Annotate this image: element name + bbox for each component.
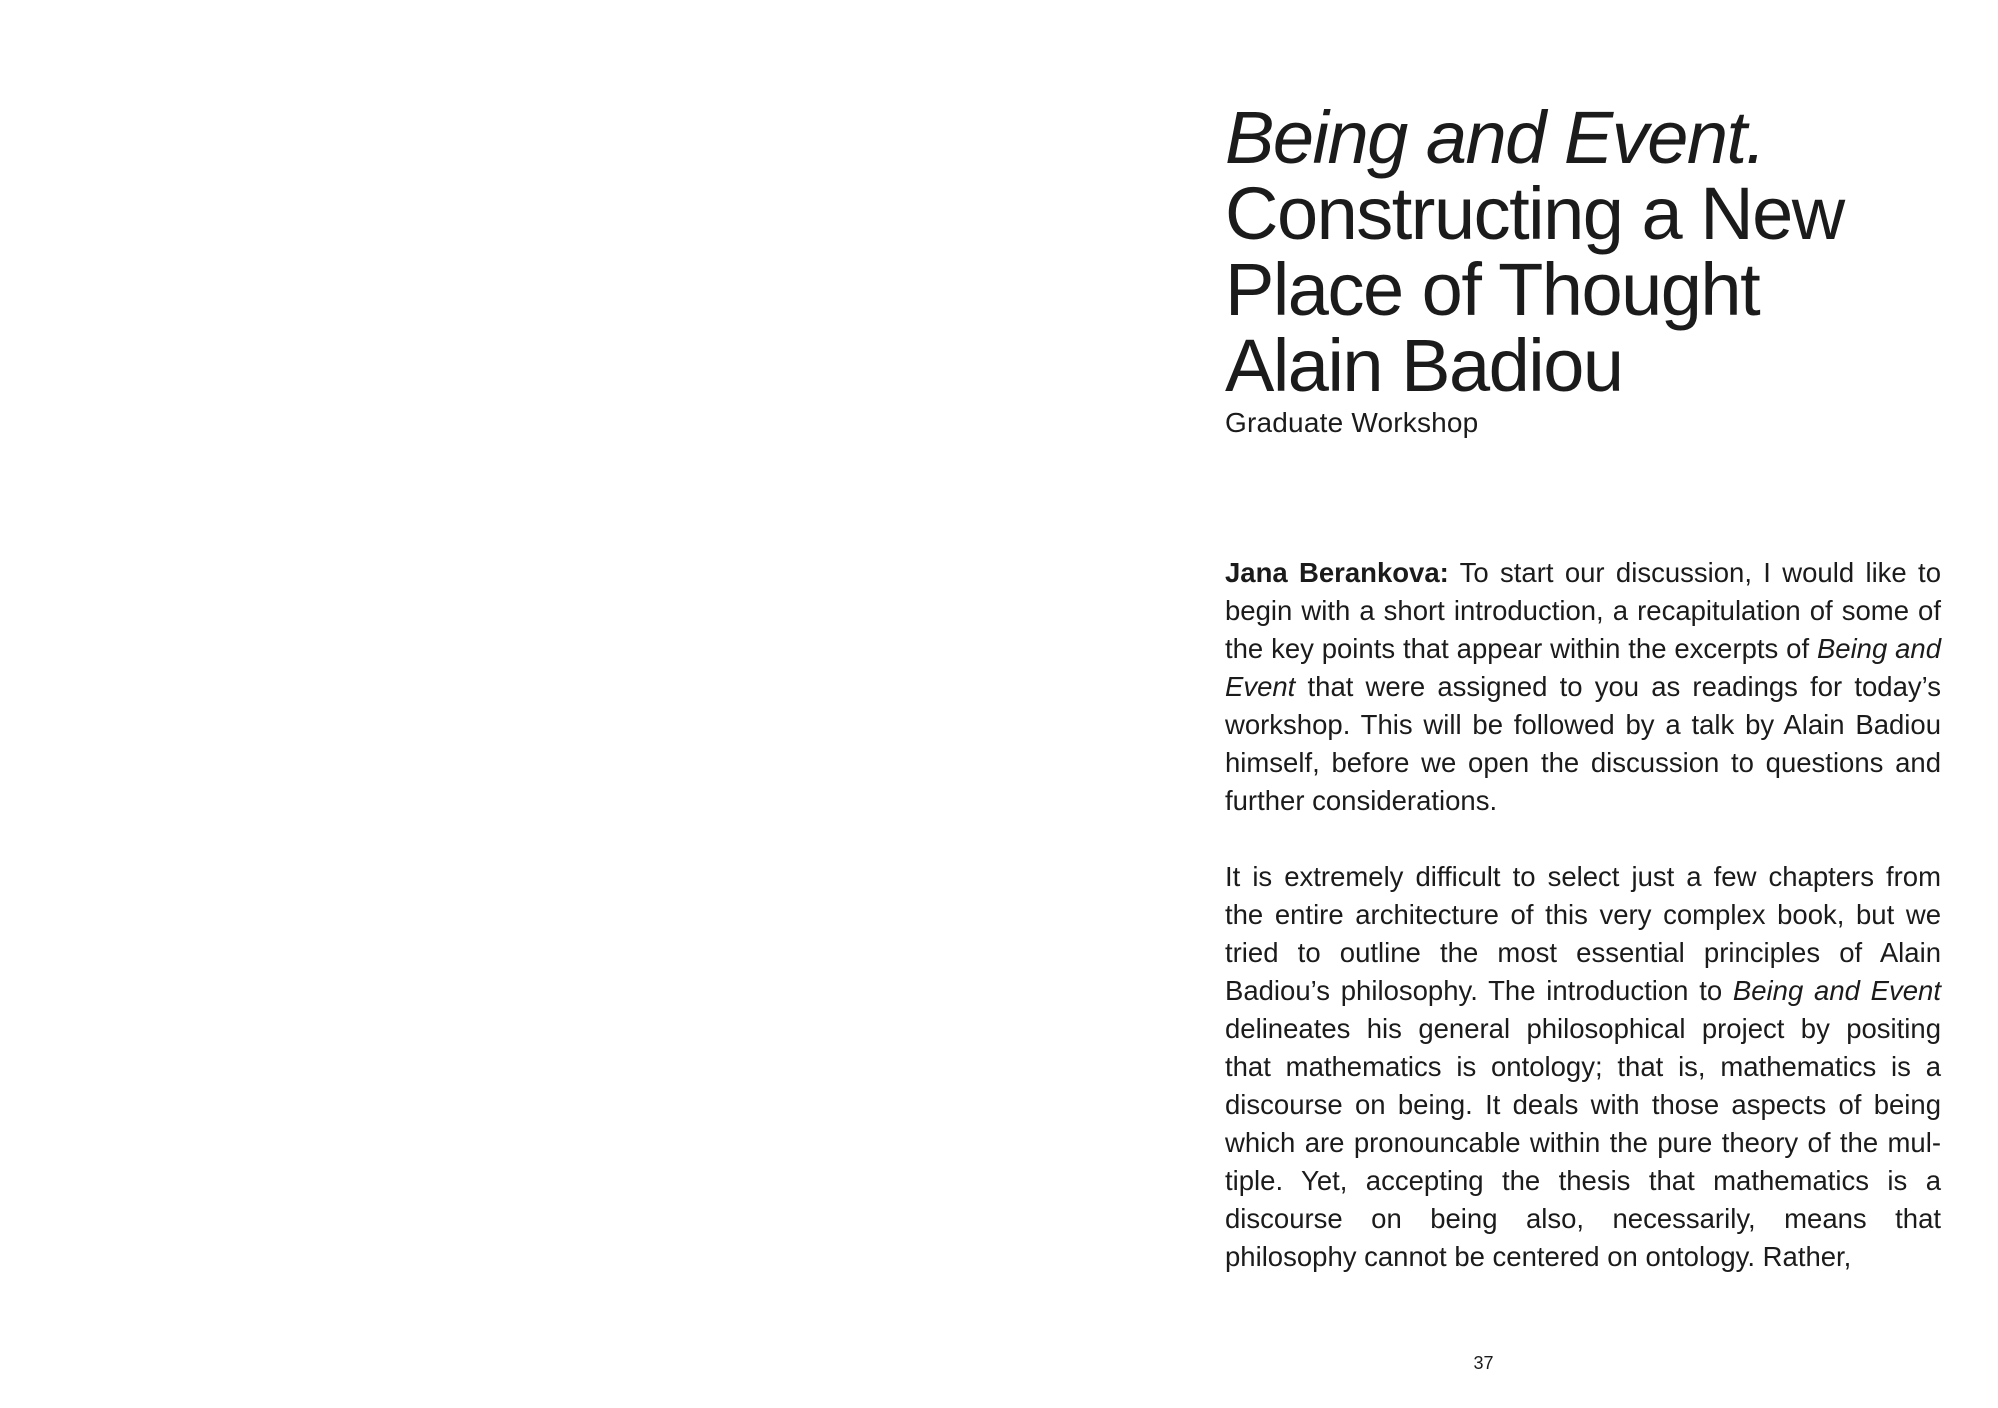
body-text <box>1225 554 1941 1314</box>
paragraph-2-text-b: delineates his general philosophical project by positing that mathematics is ontology; that is, mathematics is a discourse on being. It deals with those aspects of being which are pronouncable within the pure theory of the multiple. Yet, accepting the thesis that mathematics is a discourse on being also, necessarily, means that philosophy cannot be centered on ontology. Rather, <box>1225 1013 1941 1272</box>
subtitle: Graduate Workshop <box>1225 407 1479 438</box>
title-block <box>1225 96 1925 440</box>
paragraph-1-text-b: that were assigned to you as readings for today’s workshop. This will be followed by a talk by Alain Badiou himself, before we open the discussion to questions and further considerations. <box>1225 671 1941 816</box>
right-page <box>999 0 1998 1408</box>
title-author: Alain Badiou <box>1225 324 1623 407</box>
speaker-name: Jana Berankova: <box>1225 557 1449 588</box>
paragraph-2 <box>1225 858 1941 1276</box>
title-italic-line: Being and Event. <box>1225 96 1765 179</box>
paragraph-2-italic: Being and Event <box>1732 975 1941 1006</box>
title-line-3: Place of Thought <box>1225 248 1760 331</box>
paragraph-1 <box>1225 554 1941 820</box>
paragraph-2-text-a: It is extremely difficult to select just a few chapters from the entire architecture of this very complex book, but we tried to outline the most essential principles of Alain Badiou’s philosophy. The introduction to <box>1225 861 1941 1006</box>
paragraph-1-text-a: To start our discussion, I would like to begin with a short introduction, a recapitulation of some of the key points that appear within the excerpts of <box>1225 557 1941 664</box>
paragraph-1-italic: Being and Event <box>1225 633 1942 702</box>
page-number: 37 <box>1473 1353 1494 1373</box>
title-line-2: Constructing a New <box>1225 172 1844 255</box>
